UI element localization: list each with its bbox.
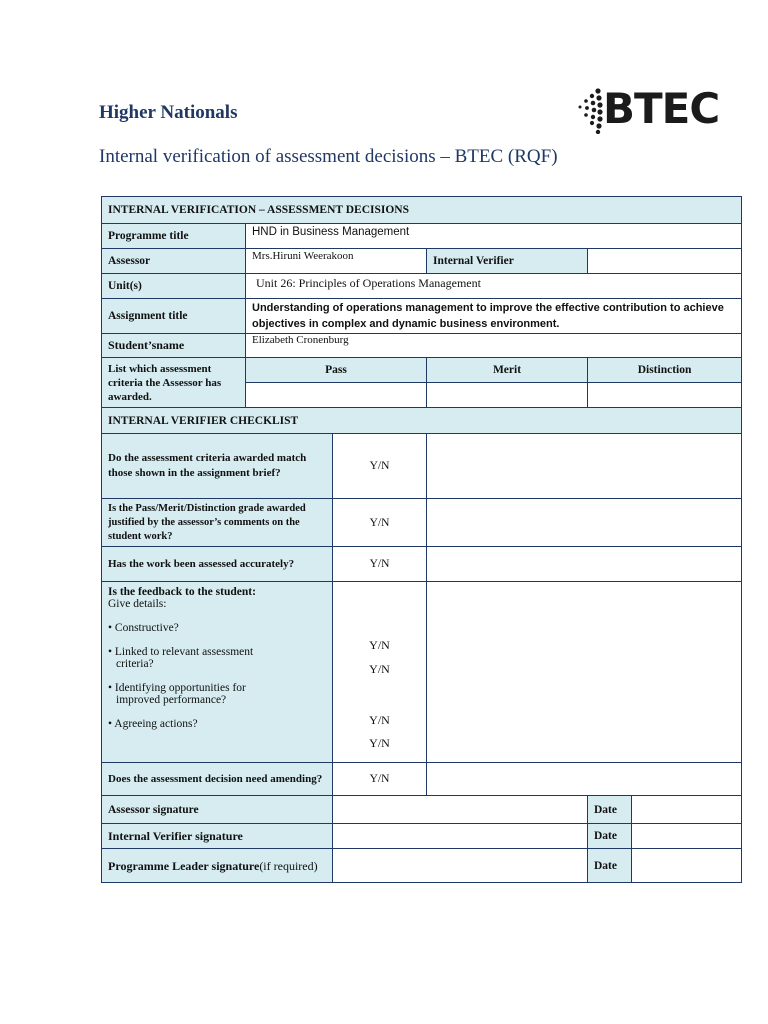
leader-date-label: Date xyxy=(588,849,632,883)
feedback-item-linked: • Linked to relevant assessment criteria? xyxy=(108,646,254,670)
pass-header: Pass xyxy=(246,358,427,383)
programme-row xyxy=(102,224,742,249)
question-feedback xyxy=(102,582,333,763)
comment-decision-amending[interactable] xyxy=(427,763,742,796)
yn-assessed-accurately[interactable]: Y/N xyxy=(333,547,427,582)
checklist-row-q5 xyxy=(102,763,742,796)
assessor-label: Assessor xyxy=(102,249,246,274)
student-name-field[interactable]: Elizabeth Cronenburg xyxy=(246,334,742,358)
leader-signature-note: (if required) xyxy=(259,858,318,873)
merit-criteria-field[interactable] xyxy=(427,383,588,408)
feedback-item-agreeing: • Agreeing actions? xyxy=(108,718,198,730)
yn-feedback-cell xyxy=(333,582,427,763)
iv-date-field[interactable] xyxy=(632,824,742,849)
student-name-label: Student’sname xyxy=(102,334,246,358)
comment-feedback[interactable] xyxy=(427,582,742,763)
assessor-signature-field[interactable] xyxy=(333,796,588,824)
question-assessed-accurately: Has the work been assessed accurately? xyxy=(102,547,333,582)
grades-header-row xyxy=(102,358,742,383)
units-row xyxy=(102,274,742,299)
btec-dot-mark-icon xyxy=(575,88,605,134)
brand-title: Higher Nationals xyxy=(99,102,238,123)
leader-signature-row xyxy=(102,849,742,883)
yn-constructive[interactable]: Y/N xyxy=(369,638,390,652)
feedback-item-opportunities: • Identifying opportunities for improved performance? xyxy=(108,682,246,706)
assignment-title-field[interactable]: Understanding of operations management to improve the effective contribution to achieve objectives in complex and dynamic business environment. xyxy=(246,299,742,334)
comment-assessed-accurately[interactable] xyxy=(427,547,742,582)
iv-signature-row xyxy=(102,824,742,849)
checklist-row-q2 xyxy=(102,499,742,547)
assessor-signature-label: Assessor signature xyxy=(102,796,333,824)
btec-logo xyxy=(575,86,725,136)
checklist-row-q1 xyxy=(102,434,742,499)
distinction-header: Distinction xyxy=(588,358,742,383)
assignment-title-label: Assignment title xyxy=(102,299,246,334)
feedback-give-details: Give details: xyxy=(108,598,167,610)
yn-agreeing[interactable]: Y/N xyxy=(369,736,390,750)
merit-header: Merit xyxy=(427,358,588,383)
assessment-form-table xyxy=(101,196,742,883)
programme-title-label: Programme title xyxy=(102,224,246,249)
internal-verifier-label: Internal Verifier xyxy=(427,249,588,274)
page-subtitle: Internal verification of assessment decisions – BTEC (RQF) xyxy=(99,146,558,167)
iv-date-label: Date xyxy=(588,824,632,849)
section-title: INTERNAL VERIFICATION – ASSESSMENT DECISIONS xyxy=(102,197,742,224)
checklist-row-q3 xyxy=(102,547,742,582)
assessor-date-field[interactable] xyxy=(632,796,742,824)
comment-criteria-match[interactable] xyxy=(427,434,742,499)
question-decision-amending: Does the assessment decision need amending? xyxy=(102,763,333,796)
assessor-row xyxy=(102,249,742,274)
leader-date-field[interactable] xyxy=(632,849,742,883)
iv-signature-field[interactable] xyxy=(333,824,588,849)
feedback-title: Is the feedback to the student: xyxy=(108,586,256,598)
question-grade-justified: Is the Pass/Merit/Distinction grade awarded justified by the assessor’s comments on the student work? xyxy=(102,499,333,547)
btec-logo-text: BTEC xyxy=(603,84,720,133)
internal-verifier-field[interactable] xyxy=(588,249,742,274)
criteria-awarded-label: List which assessment criteria the Assessor has awarded. xyxy=(102,358,246,408)
yn-criteria-match[interactable]: Y/N xyxy=(333,434,427,499)
yn-opportunities[interactable]: Y/N xyxy=(369,713,390,727)
comment-grade-justified[interactable] xyxy=(427,499,742,547)
yn-decision-amending[interactable]: Y/N xyxy=(333,763,427,796)
leader-signature-label xyxy=(102,849,333,883)
leader-signature-field[interactable] xyxy=(333,849,588,883)
pass-criteria-field[interactable] xyxy=(246,383,427,408)
leader-signature-text: Programme Leader signature xyxy=(108,858,260,873)
programme-title-field[interactable]: HND in Business Management xyxy=(246,224,742,249)
checklist-header-row xyxy=(102,408,742,434)
student-name-row xyxy=(102,334,742,358)
iv-signature-label: Internal Verifier signature xyxy=(102,824,333,849)
assignment-title-row xyxy=(102,299,742,334)
yn-grade-justified[interactable]: Y/N xyxy=(333,499,427,547)
question-criteria-match: Do the assessment criteria awarded match those shown in the assignment brief? xyxy=(102,434,333,499)
assessor-field[interactable]: Mrs.Hiruni Weerakoon xyxy=(246,249,427,274)
section-header-row xyxy=(102,197,742,224)
checklist-row-feedback xyxy=(102,582,742,763)
feedback-item-constructive: • Constructive? xyxy=(108,622,179,634)
checklist-title: INTERNAL VERIFIER CHECKLIST xyxy=(102,408,742,434)
assessor-signature-row xyxy=(102,796,742,824)
units-label: Unit(s) xyxy=(102,274,246,299)
assessor-date-label: Date xyxy=(588,796,632,824)
units-field[interactable]: Unit 26: Principles of Operations Management xyxy=(246,274,742,299)
distinction-criteria-field[interactable] xyxy=(588,383,742,408)
yn-linked[interactable]: Y/N xyxy=(369,662,390,676)
